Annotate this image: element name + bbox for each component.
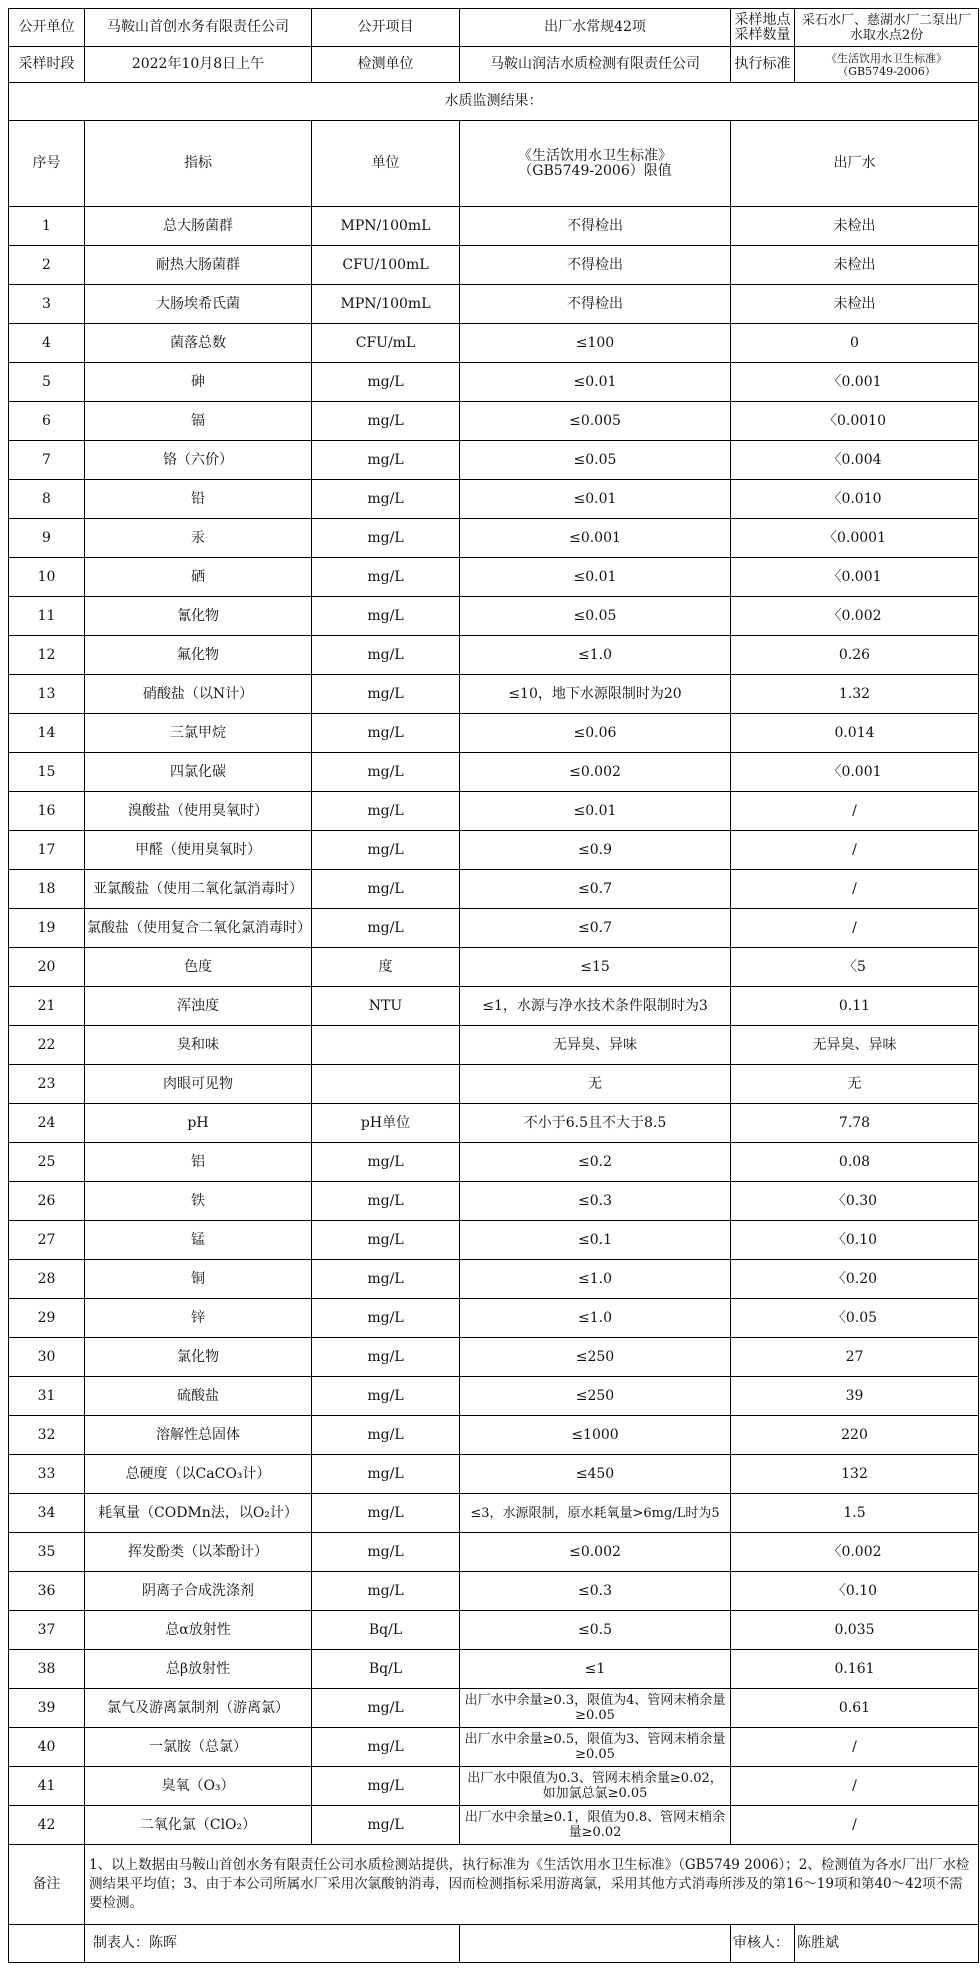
maker-label: 制表人： (93, 1935, 149, 1951)
row-unit: mg/L (312, 1494, 460, 1533)
row-indicator: 色度 (85, 948, 312, 987)
row-unit: mg/L (312, 909, 460, 948)
row-result: 〈0.001 (731, 558, 979, 597)
table-row (9, 792, 979, 831)
table-row (9, 1065, 979, 1104)
row-unit: mg/L (312, 441, 460, 480)
row-unit: MPN/100mL (312, 207, 460, 246)
row-limit: ≤3，水源限制，原水耗氧量>6mg/L时为5 (460, 1494, 731, 1533)
row-limit: ≤0.01 (460, 480, 731, 519)
lab-label: 检测单位 (312, 47, 460, 83)
table-row (9, 207, 979, 246)
row-unit: mg/L (312, 480, 460, 519)
row-indicator: 锰 (85, 1221, 312, 1260)
row-no: 22 (9, 1026, 85, 1065)
row-no: 8 (9, 480, 85, 519)
row-result: / (731, 831, 979, 870)
row-unit: mg/L (312, 519, 460, 558)
remarks-text: 1、以上数据由马鞍山首创水务有限责任公司水质检测站提供，执行标准为《生活饮用水卫生标准》（GB5749 2006）；2、检测值为各水厂出厂水检测结果平均值；3、由于本公司所属水厂采用次氯酸钠消毒，因而检测指标采用游离氯，采用其他方式消毒所涉及的第16～19项和第40～42项不需要检测。 (85, 1845, 979, 1925)
table-row (9, 1455, 979, 1494)
table-row (9, 714, 979, 753)
row-indicator: 三氯甲烷 (85, 714, 312, 753)
row-indicator: 锌 (85, 1299, 312, 1338)
row-no: 27 (9, 1221, 85, 1260)
table-row (9, 1260, 979, 1299)
row-no: 14 (9, 714, 85, 753)
table-row (9, 636, 979, 675)
table-row (9, 1650, 979, 1689)
row-unit: mg/L (312, 597, 460, 636)
row-result: 0 (731, 324, 979, 363)
row-limit: 出厂水中限值为0.3、管网末梢余量≥0.02，如加氯总氯≥0.05 (460, 1767, 731, 1806)
row-indicator: 菌落总数 (85, 324, 312, 363)
row-limit: ≤250 (460, 1338, 731, 1377)
row-limit: ≤0.2 (460, 1143, 731, 1182)
unit-label: 公开单位 (9, 9, 85, 47)
row-no: 9 (9, 519, 85, 558)
row-no: 33 (9, 1455, 85, 1494)
table-row (9, 1611, 979, 1650)
table-row (9, 987, 979, 1026)
row-indicator: 一氯胺（总氯） (85, 1728, 312, 1767)
row-result: 0.11 (731, 987, 979, 1026)
remarks-row (9, 1845, 979, 1925)
row-result: 0.08 (731, 1143, 979, 1182)
reviewer-name: 陈胜斌 (795, 1925, 979, 1963)
col-unit: 单位 (312, 121, 460, 207)
row-limit: ≤1 (460, 1650, 731, 1689)
row-indicator: 阴离子合成洗涤剂 (85, 1572, 312, 1611)
row-indicator: 硫酸盐 (85, 1377, 312, 1416)
row-unit: mg/L (312, 636, 460, 675)
table-row (9, 1806, 979, 1845)
std-value (795, 47, 979, 83)
section-title: 水质监测结果： (9, 83, 979, 121)
row-indicator: 二氧化氯（ClO₂） (85, 1806, 312, 1845)
footer-gap (460, 1925, 731, 1963)
row-unit: mg/L (312, 1728, 460, 1767)
row-indicator: 汞 (85, 519, 312, 558)
row-result: 未检出 (731, 246, 979, 285)
row-limit: ≤0.002 (460, 753, 731, 792)
row-limit: ≤0.3 (460, 1572, 731, 1611)
row-result: 〈0.10 (731, 1572, 979, 1611)
row-result: 0.014 (731, 714, 979, 753)
table-row (9, 363, 979, 402)
row-unit: mg/L (312, 792, 460, 831)
row-limit: ≤1.0 (460, 1299, 731, 1338)
row-result: 〈0.0010 (731, 402, 979, 441)
row-no: 35 (9, 1533, 85, 1572)
row-result: 0.61 (731, 1689, 979, 1728)
row-indicator: 氰化物 (85, 597, 312, 636)
row-unit: mg/L (312, 675, 460, 714)
row-limit: ≤0.5 (460, 1611, 731, 1650)
row-no: 18 (9, 870, 85, 909)
row-unit: mg/L (312, 1416, 460, 1455)
col-indicator: 指标 (85, 121, 312, 207)
site-label-1: 采样地点 (734, 11, 791, 28)
row-no: 21 (9, 987, 85, 1026)
table-row (9, 558, 979, 597)
row-limit: 不小于6.5且不大于8.5 (460, 1104, 731, 1143)
row-result: / (731, 1728, 979, 1767)
site-label-2: 采样数量 (734, 26, 791, 43)
row-result: 无 (731, 1065, 979, 1104)
site-label (731, 9, 795, 47)
table-row (9, 831, 979, 870)
row-result: 〈0.002 (731, 597, 979, 636)
row-no: 20 (9, 948, 85, 987)
table-row (9, 1026, 979, 1065)
row-indicator: 总硬度（以CaCO₃计） (85, 1455, 312, 1494)
row-indicator: 铁 (85, 1182, 312, 1221)
row-indicator: 铬（六价） (85, 441, 312, 480)
row-indicator: 氟化物 (85, 636, 312, 675)
row-limit: 无异臭、异味 (460, 1026, 731, 1065)
row-no: 1 (9, 207, 85, 246)
row-limit: ≤450 (460, 1455, 731, 1494)
col-result: 出厂水 (731, 121, 979, 207)
row-indicator: 耐热大肠菌群 (85, 246, 312, 285)
row-result: 220 (731, 1416, 979, 1455)
row-limit: ≤1，水源与净水技术条件限制时为3 (460, 987, 731, 1026)
row-result: 〈0.001 (731, 753, 979, 792)
row-indicator: 铝 (85, 1143, 312, 1182)
row-result: 0.26 (731, 636, 979, 675)
reviewer-label: 审核人： (731, 1925, 795, 1963)
maker-name: 陈晖 (149, 1935, 177, 1951)
table-row (9, 1338, 979, 1377)
table-row (9, 753, 979, 792)
row-result: / (731, 1767, 979, 1806)
footer-row (9, 1925, 979, 1963)
row-indicator: 氯气及游离氯制剂（游离氯） (85, 1689, 312, 1728)
row-indicator: 硒 (85, 558, 312, 597)
row-unit: 度 (312, 948, 460, 987)
row-unit: mg/L (312, 558, 460, 597)
row-indicator: 铜 (85, 1260, 312, 1299)
row-result: 0.161 (731, 1650, 979, 1689)
row-limit: 不得检出 (460, 207, 731, 246)
row-limit: ≤0.01 (460, 363, 731, 402)
row-indicator: 挥发酚类（以苯酚计） (85, 1533, 312, 1572)
row-result: 〈0.010 (731, 480, 979, 519)
row-result: / (731, 792, 979, 831)
row-result: 1.32 (731, 675, 979, 714)
row-no: 2 (9, 246, 85, 285)
row-result: 未检出 (731, 207, 979, 246)
row-no: 19 (9, 909, 85, 948)
table-row (9, 285, 979, 324)
row-indicator: 溶解性总固体 (85, 1416, 312, 1455)
row-indicator: 溴酸盐（使用臭氧时） (85, 792, 312, 831)
row-unit: mg/L (312, 831, 460, 870)
table-row (9, 1182, 979, 1221)
row-indicator: 砷 (85, 363, 312, 402)
table-row (9, 519, 979, 558)
row-indicator: 臭氧（O₃） (85, 1767, 312, 1806)
row-unit (312, 1065, 460, 1104)
row-unit: mg/L (312, 1260, 460, 1299)
row-unit (312, 1026, 460, 1065)
row-no: 36 (9, 1572, 85, 1611)
row-indicator: 总α放射性 (85, 1611, 312, 1650)
row-unit: mg/L (312, 1377, 460, 1416)
row-unit: mg/L (312, 363, 460, 402)
row-limit: ≤0.06 (460, 714, 731, 753)
row-no: 41 (9, 1767, 85, 1806)
row-limit: ≤0.05 (460, 597, 731, 636)
row-unit: CFU/100mL (312, 246, 460, 285)
row-no: 25 (9, 1143, 85, 1182)
header-row-2 (9, 47, 979, 83)
row-no: 29 (9, 1299, 85, 1338)
row-no: 11 (9, 597, 85, 636)
row-unit: mg/L (312, 1689, 460, 1728)
row-no: 31 (9, 1377, 85, 1416)
col-limit-1: 《生活饮用水卫生标准》 (518, 147, 672, 164)
section-title-row (9, 83, 979, 121)
row-limit: 出厂水中余量≥0.3，限值为4、管网末梢余量≥0.05 (460, 1689, 731, 1728)
row-unit: pH单位 (312, 1104, 460, 1143)
row-result: 132 (731, 1455, 979, 1494)
col-no: 序号 (9, 121, 85, 207)
row-limit: ≤0.001 (460, 519, 731, 558)
row-limit: 无 (460, 1065, 731, 1104)
row-unit: mg/L (312, 1767, 460, 1806)
row-no: 13 (9, 675, 85, 714)
table-row (9, 402, 979, 441)
table-row (9, 948, 979, 987)
row-unit: Bq/L (312, 1650, 460, 1689)
row-limit: ≤0.01 (460, 792, 731, 831)
header-row-1 (9, 9, 979, 47)
table-row (9, 441, 979, 480)
row-result: 〈0.20 (731, 1260, 979, 1299)
site-value: 采石水厂、慈湖水厂二泵出厂水取水点2份 (795, 9, 979, 47)
row-limit: 不得检出 (460, 285, 731, 324)
row-limit: ≤250 (460, 1377, 731, 1416)
row-unit: MPN/100mL (312, 285, 460, 324)
table-row (9, 1299, 979, 1338)
row-result: 0.035 (731, 1611, 979, 1650)
item-label: 公开项目 (312, 9, 460, 47)
row-result: 39 (731, 1377, 979, 1416)
row-no: 28 (9, 1260, 85, 1299)
row-unit: NTU (312, 987, 460, 1026)
remarks-label: 备注 (9, 1845, 85, 1925)
row-no: 10 (9, 558, 85, 597)
row-result: 〈0.001 (731, 363, 979, 402)
table-row (9, 324, 979, 363)
row-no: 16 (9, 792, 85, 831)
table-row (9, 1533, 979, 1572)
table-row (9, 1728, 979, 1767)
row-indicator: 氯化物 (85, 1338, 312, 1377)
row-indicator: 总大肠菌群 (85, 207, 312, 246)
row-unit: mg/L (312, 1572, 460, 1611)
col-limit (460, 121, 731, 207)
table-row (9, 1689, 979, 1728)
row-unit: mg/L (312, 1533, 460, 1572)
row-limit: ≤0.1 (460, 1221, 731, 1260)
maker-cell (85, 1925, 460, 1963)
row-no: 37 (9, 1611, 85, 1650)
water-quality-table (8, 8, 979, 1963)
row-limit: ≤0.9 (460, 831, 731, 870)
row-limit: ≤1.0 (460, 636, 731, 675)
row-limit: ≤0.3 (460, 1182, 731, 1221)
row-result: 〈0.10 (731, 1221, 979, 1260)
table-row (9, 1104, 979, 1143)
row-limit: ≤0.01 (460, 558, 731, 597)
row-no: 39 (9, 1689, 85, 1728)
row-no: 3 (9, 285, 85, 324)
table-row (9, 480, 979, 519)
row-unit: mg/L (312, 1338, 460, 1377)
row-result: 〈0.30 (731, 1182, 979, 1221)
row-no: 30 (9, 1338, 85, 1377)
row-no: 7 (9, 441, 85, 480)
row-limit: ≤15 (460, 948, 731, 987)
row-no: 26 (9, 1182, 85, 1221)
table-row (9, 870, 979, 909)
row-unit: mg/L (312, 1221, 460, 1260)
row-indicator: 四氯化碳 (85, 753, 312, 792)
row-limit: ≤0.005 (460, 402, 731, 441)
column-header-row (9, 121, 979, 207)
row-limit: 出厂水中余量≥0.5，限值为3、管网末梢余量≥0.05 (460, 1728, 731, 1767)
row-result: / (731, 909, 979, 948)
table-row (9, 1572, 979, 1611)
row-indicator: 肉眼可见物 (85, 1065, 312, 1104)
row-indicator: 总β放射性 (85, 1650, 312, 1689)
row-result: 〈0.05 (731, 1299, 979, 1338)
row-no: 12 (9, 636, 85, 675)
lab-value: 马鞍山润洁水质检测有限责任公司 (460, 47, 731, 83)
table-row (9, 1494, 979, 1533)
row-unit: mg/L (312, 870, 460, 909)
row-limit: ≤10，地下水源限制时为20 (460, 675, 731, 714)
row-indicator: 耗氧量（CODMn法，以O₂计） (85, 1494, 312, 1533)
row-limit: ≤0.7 (460, 909, 731, 948)
footer-blank (9, 1925, 85, 1963)
row-no: 24 (9, 1104, 85, 1143)
std-value-2: （GB5749-2006） (837, 64, 936, 78)
table-row (9, 246, 979, 285)
row-limit: ≤0.002 (460, 1533, 731, 1572)
row-result: 〈0.004 (731, 441, 979, 480)
row-result: 无异臭、异味 (731, 1026, 979, 1065)
row-result: 1.5 (731, 1494, 979, 1533)
row-no: 32 (9, 1416, 85, 1455)
row-result: 〈0.002 (731, 1533, 979, 1572)
row-indicator: 浑浊度 (85, 987, 312, 1026)
row-unit: mg/L (312, 753, 460, 792)
row-unit: mg/L (312, 402, 460, 441)
row-no: 15 (9, 753, 85, 792)
row-unit: mg/L (312, 1806, 460, 1845)
col-limit-2: （GB5749-2006）限值 (518, 162, 672, 179)
row-indicator: 大肠埃希氏菌 (85, 285, 312, 324)
row-result: / (731, 1806, 979, 1845)
row-indicator: pH (85, 1104, 312, 1143)
row-result: 〈5 (731, 948, 979, 987)
row-no: 23 (9, 1065, 85, 1104)
row-unit: CFU/mL (312, 324, 460, 363)
row-no: 4 (9, 324, 85, 363)
row-unit: mg/L (312, 1455, 460, 1494)
row-indicator: 甲醛（使用臭氧时） (85, 831, 312, 870)
row-limit: ≤1000 (460, 1416, 731, 1455)
row-limit: 出厂水中余量≥0.1，限值为0.8、管网末梢余量≥0.02 (460, 1806, 731, 1845)
row-indicator: 铅 (85, 480, 312, 519)
table-row (9, 1377, 979, 1416)
time-label: 采样时段 (9, 47, 85, 83)
row-no: 6 (9, 402, 85, 441)
row-limit: ≤0.05 (460, 441, 731, 480)
row-result: 未检出 (731, 285, 979, 324)
row-result: 7.78 (731, 1104, 979, 1143)
item-value: 出厂水常规42项 (460, 9, 731, 47)
row-result: 27 (731, 1338, 979, 1377)
table-row (9, 1416, 979, 1455)
row-no: 34 (9, 1494, 85, 1533)
row-no: 17 (9, 831, 85, 870)
row-unit: mg/L (312, 1299, 460, 1338)
row-no: 38 (9, 1650, 85, 1689)
row-no: 40 (9, 1728, 85, 1767)
row-limit: ≤0.7 (460, 870, 731, 909)
row-limit: ≤1.0 (460, 1260, 731, 1299)
row-limit: ≤100 (460, 324, 731, 363)
row-unit: mg/L (312, 714, 460, 753)
row-indicator: 硝酸盐（以N计） (85, 675, 312, 714)
row-unit: mg/L (312, 1182, 460, 1221)
row-unit: mg/L (312, 1143, 460, 1182)
row-no: 5 (9, 363, 85, 402)
time-value: 2022年10月8日上午 (85, 47, 312, 83)
std-value-1: 《生活饮用水卫生标准》 (826, 51, 947, 65)
table-row (9, 1221, 979, 1260)
row-limit: 不得检出 (460, 246, 731, 285)
std-label: 执行标准 (731, 47, 795, 83)
row-result: 〈0.0001 (731, 519, 979, 558)
unit-value: 马鞍山首创水务有限责任公司 (85, 9, 312, 47)
row-no: 42 (9, 1806, 85, 1845)
row-indicator: 镉 (85, 402, 312, 441)
table-row (9, 1767, 979, 1806)
table-row (9, 597, 979, 636)
row-indicator: 臭和味 (85, 1026, 312, 1065)
table-row (9, 675, 979, 714)
row-indicator: 亚氯酸盐（使用二氧化氯消毒时） (85, 870, 312, 909)
row-indicator: 氯酸盐（使用复合二氧化氯消毒时） (85, 909, 312, 948)
table-row (9, 909, 979, 948)
row-result: / (731, 870, 979, 909)
row-unit: Bq/L (312, 1611, 460, 1650)
table-row (9, 1143, 979, 1182)
